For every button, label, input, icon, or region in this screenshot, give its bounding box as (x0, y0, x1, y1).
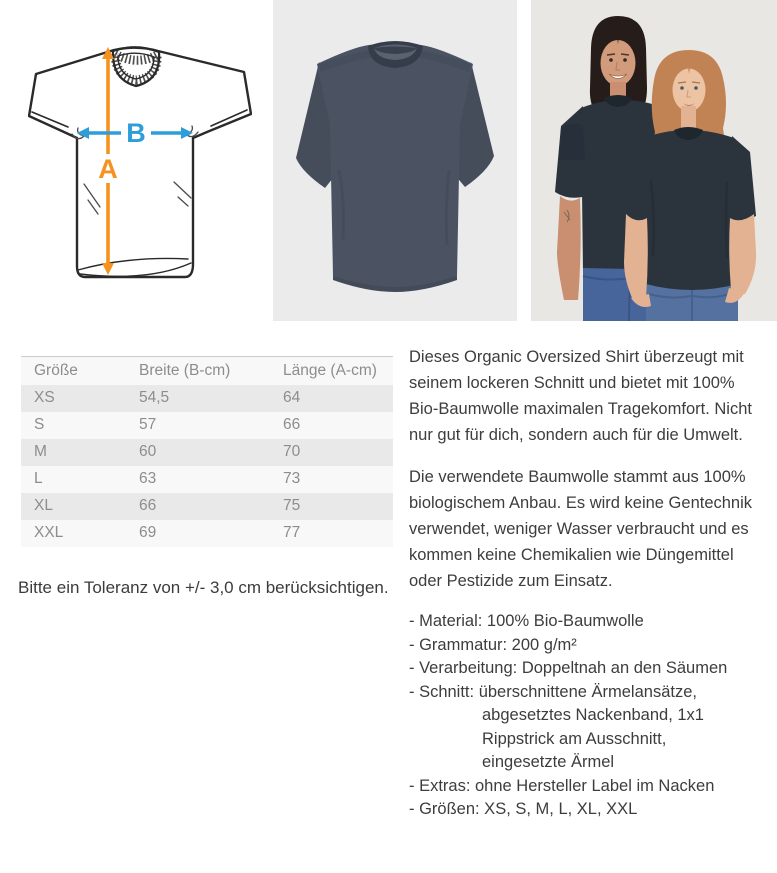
breite-cell: 60 (139, 443, 157, 460)
size-cell: XS (34, 389, 55, 406)
size-cell: L (34, 470, 43, 487)
tshirt-line-art-svg (28, 42, 252, 292)
size-cell: S (34, 416, 45, 433)
laenge-cell: 73 (283, 470, 301, 487)
size-cell: XL (34, 497, 53, 514)
laenge-cell: 77 (283, 524, 301, 541)
spec-schnitt-cont-1: abgesetztes Nackenband, 1x1 (482, 706, 704, 724)
spec-groessen: - Größen: XS, S, M, L, XL, XXL (409, 800, 638, 818)
spec-extras: - Extras: ohne Hersteller Label im Nacken (409, 776, 715, 795)
product-photo-flatlay (273, 0, 517, 321)
table-row (21, 493, 393, 520)
description-paragraph-1: Dieses Organic Oversized Shirt überzeugt mit seinem lockeren Schnitt und bietet mit 100% Bio-Baumwolle maximalen Tragekomfort. Nicht nur gut für dich, sondern auch für die Umwelt. (409, 348, 752, 444)
laenge-cell: 66 (283, 416, 301, 433)
spec-list (409, 610, 763, 822)
breite-cell: 69 (139, 524, 157, 541)
tolerance-note: Bitte ein Toleranz von +/- 3,0 cm berücksichtigen. (18, 578, 389, 597)
description-paragraph-2: Die verwendete Baumwolle stammt aus 100% biologischem Anbau. Es wird keine Gentechnik verwendet, weniger Wasser verbraucht und es kommen keine Chemikalien wie Düngemittel oder Pestizide zum Einsatz. (409, 468, 753, 590)
flatlay-shirt-svg (273, 0, 517, 321)
laenge-cell: 70 (283, 443, 301, 460)
table-row (21, 412, 393, 439)
col-header-groesse: Größe (34, 361, 78, 379)
product-photo-models (531, 0, 777, 321)
size-chart-header-row (21, 357, 393, 385)
spec-schnitt-cont-2: Rippstrick am Ausschnitt, (482, 729, 667, 748)
laenge-cell: 64 (283, 389, 301, 406)
breite-cell: 54,5 (139, 389, 170, 406)
spec-schnitt: - Schnitt: überschnittene Ärmelansätze, (409, 682, 697, 701)
spec-verarbeitung: - Verarbeitung: Doppeltnah an den Säumen (409, 659, 728, 677)
label-a: A (98, 154, 118, 184)
col-header-breite: Breite (B-cm) (139, 361, 231, 379)
breite-cell: 57 (139, 416, 157, 433)
col-header-laenge: Länge (A-cm) (283, 361, 377, 379)
table-row (21, 439, 393, 466)
models-photo-svg (531, 0, 777, 321)
product-description (409, 344, 763, 822)
size-chart-table (21, 356, 393, 547)
size-measurement-diagram (28, 42, 252, 292)
breite-cell: 66 (139, 497, 157, 514)
spec-grammatur: - Grammatur: 200 g/m² (409, 635, 577, 654)
breite-cell: 63 (139, 470, 157, 487)
table-row (21, 466, 393, 493)
label-b: B (126, 118, 146, 148)
table-row (21, 520, 393, 547)
spec-material: - Material: 100% Bio-Baumwolle (409, 612, 644, 630)
spec-schnitt-cont-3: eingesetzte Ärmel (482, 753, 615, 771)
size-cell: M (34, 443, 47, 460)
laenge-cell: 75 (283, 497, 301, 514)
table-row (21, 385, 393, 412)
size-cell: XXL (34, 524, 64, 541)
